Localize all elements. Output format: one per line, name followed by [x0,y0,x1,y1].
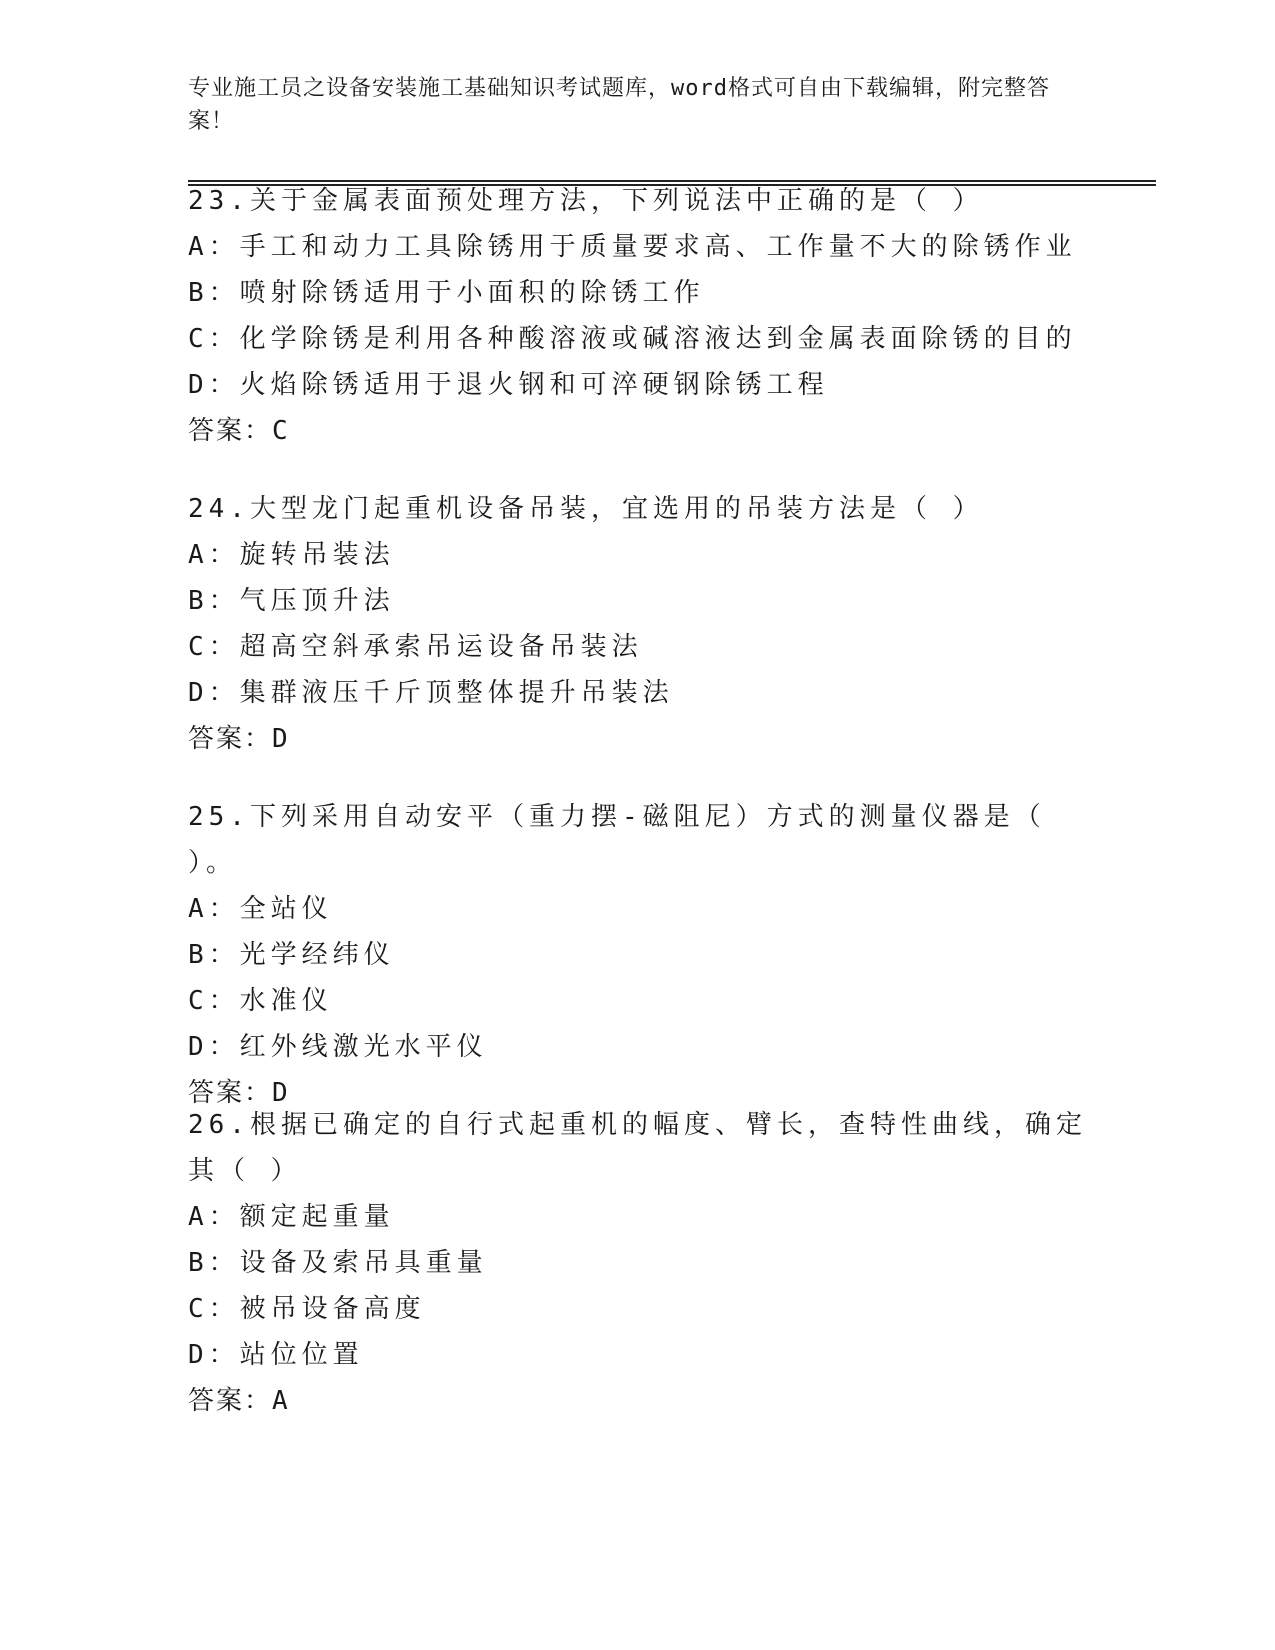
option-a: A：全站仪 [188,894,333,924]
question-23 [188,178,1088,454]
option-d: D：红外线激光水平仪 [188,1032,488,1062]
question-25 [188,794,1088,1116]
document-intro: 专业施工员之设备安装施工基础知识考试题库，word格式可自由下载编辑，附完整答案！ [188,76,1050,134]
question-stem: 23.关于金属表面预处理方法，下列说法中正确的是（ ） [188,186,984,216]
option-b: B：光学经纬仪 [188,940,395,970]
option-d: D：火焰除锈适用于退火钢和可淬硬钢除锈工程 [188,370,829,400]
option-a: A：旋转吊装法 [188,540,395,570]
option-c: C：超高空斜承索吊运设备吊装法 [188,632,643,662]
answer-line [188,408,1088,454]
question-stem: 26.根据已确定的自行式起重机的幅度、臂长，查特性曲线，确定其（ ） [188,1110,1087,1186]
option-c: C：水准仪 [188,986,333,1016]
answer-value: A [272,1386,289,1416]
answer-line [188,1378,1088,1424]
answer-value: D [272,724,289,754]
answer-line [188,716,1088,762]
option-c: C：化学除锈是利用各种酸溶液或碱溶液达到金属表面除锈的目的 [188,324,1077,354]
question-26 [188,1102,1088,1424]
answer-value: C [272,416,289,446]
option-c: C：被吊设备高度 [188,1294,426,1324]
question-stem: 25.下列采用自动安平（重力摆-磁阻尼）方式的测量仪器是（ ）。 [188,802,1067,878]
question-24 [188,486,1088,762]
question-stem: 24.大型龙门起重机设备吊装，宜选用的吊装方法是（ ） [188,494,984,524]
option-d: D：集群液压千斤顶整体提升吊装法 [188,678,674,708]
option-a: A：额定起重量 [188,1202,395,1232]
option-a: A：手工和动力工具除锈用于质量要求高、工作量不大的除锈作业 [188,232,1077,262]
answer-label: 答案： [188,724,273,754]
option-d: D：站位位置 [188,1340,364,1370]
option-b: B：设备及索吊具重量 [188,1248,488,1278]
option-b: B：气压顶升法 [188,586,395,616]
answer-label: 答案： [188,1078,273,1108]
answer-label: 答案： [188,416,273,446]
answer-label: 答案： [188,1386,273,1416]
answer-value: D [272,1078,289,1108]
option-b: B：喷射除锈适用于小面积的除锈工作 [188,278,705,308]
